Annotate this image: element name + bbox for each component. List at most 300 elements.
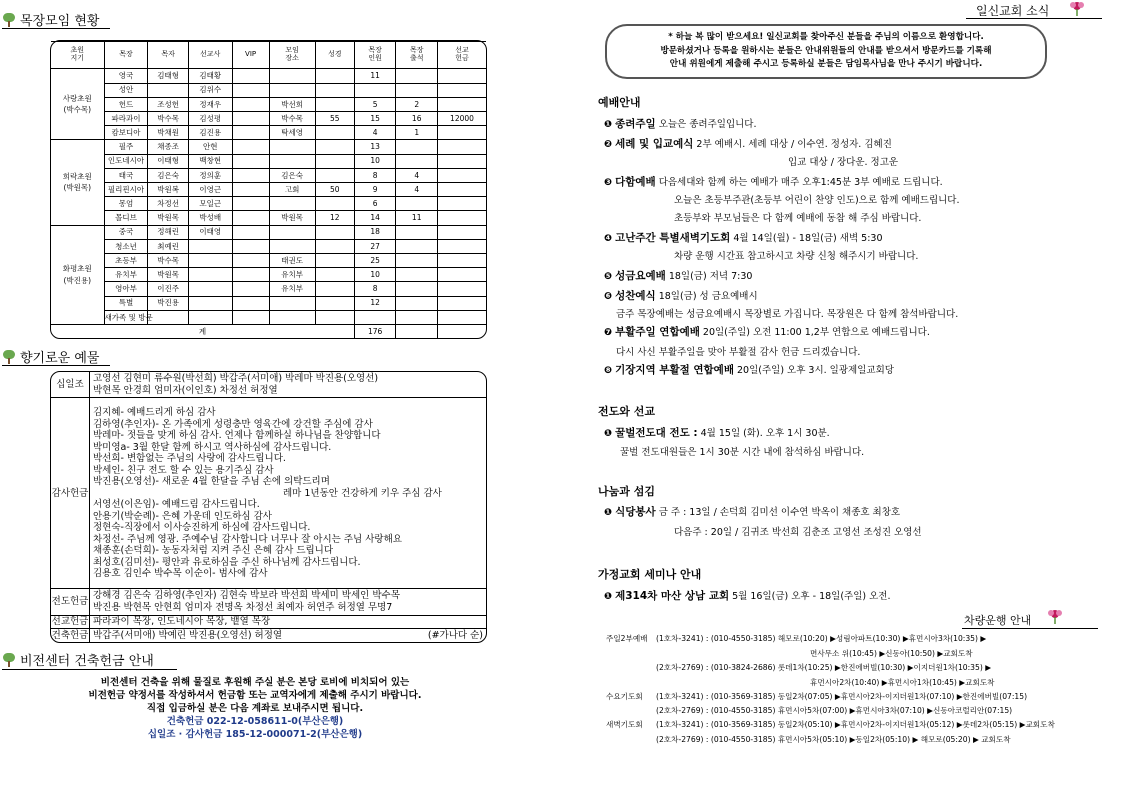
table-cell: 1 bbox=[396, 126, 438, 140]
offering-names bbox=[90, 372, 487, 398]
offering-line bbox=[93, 590, 483, 602]
vision-title-underline bbox=[2, 669, 177, 670]
item-title: 기장지역 부활절 연합예배 bbox=[615, 364, 734, 376]
table-cell: 영아부 bbox=[104, 282, 148, 296]
table-cell bbox=[437, 268, 486, 282]
offering-line bbox=[93, 630, 483, 642]
offering-line-text: 정현숙-직장에서 이사승진하게 하심에 감사드립니다. bbox=[93, 522, 311, 533]
offering-line-text: 김용호 김인수 박수목 이순이- 범사에 감사 bbox=[93, 568, 268, 579]
table-cell bbox=[437, 97, 486, 111]
table-cell bbox=[396, 225, 438, 239]
table-row bbox=[51, 211, 486, 225]
car-route-text: (1호차-3241) : (010-3569-3185) 동일2차(05:10) ▶휴먼시아2차-이지더원1차(05:12) ▶롯데2차(05:15) ▶교회도착 bbox=[656, 720, 1055, 729]
notice-item bbox=[604, 116, 757, 131]
table-cell: 박선희 bbox=[269, 97, 315, 111]
total-row bbox=[51, 325, 486, 338]
offering-line bbox=[93, 499, 483, 511]
table-cell bbox=[315, 140, 354, 154]
table-cell: 최예린 bbox=[148, 239, 188, 253]
vision-line: 직접 입금하실 분은 다음 계좌로 보내주시면 됩니다. bbox=[146, 703, 364, 714]
offering-line-text: 김지혜- 예배드리게 하심 감사 bbox=[93, 407, 216, 418]
offering-note: (#가나다 순) bbox=[427, 629, 483, 641]
offering-line bbox=[93, 602, 483, 614]
table-cell: 백창현 bbox=[188, 154, 232, 168]
car-route-line bbox=[810, 677, 995, 688]
table-cell: 유치부 bbox=[104, 268, 148, 282]
notice-item bbox=[674, 524, 922, 538]
item-text: 4월 14일(월) - 18일(금) 새벽 5:30 bbox=[733, 233, 883, 244]
item-text: 금 주 : 13일 / 손덕희 김미선 이수연 박옥이 채종호 최창호 bbox=[658, 507, 901, 518]
notice-item bbox=[604, 288, 758, 303]
offering-line-text: 박진용 박현목 안현희 엄미자 전명옥 차정선 최예자 허연주 허정열 무명7 bbox=[93, 601, 393, 613]
table-cell bbox=[315, 168, 354, 182]
column-header: 모임 장소 bbox=[269, 42, 315, 69]
item-text: 금주 목장예배는 성금요예배시 목장별로 가집니다. 목장원은 다 함께 참석바랍니다. bbox=[616, 309, 959, 320]
table-cell: 채종조 bbox=[148, 140, 188, 154]
tithe-account: 십일조 · 감사헌금 185-12-000071-2(부산은행) bbox=[147, 729, 363, 740]
table-cell: 이영근 bbox=[188, 182, 232, 196]
table-cell bbox=[396, 268, 438, 282]
table-cell bbox=[437, 211, 486, 225]
item-text: 2부 예배시. 세례 대상 / 이수연. 정성자. 김혜진 bbox=[696, 139, 892, 150]
offering-label: 십일조 bbox=[51, 372, 90, 398]
offering-line bbox=[93, 407, 483, 419]
table-cell: 몰디브 bbox=[104, 211, 148, 225]
tree-icon bbox=[2, 653, 16, 667]
car-route-text: (1호차-3241) : (010-4550-3185) 해모로(10:20) ▶성림아파트(10:30) ▶휴먼시아3차(10:35) ▶ bbox=[656, 634, 987, 643]
header-title: 일신교회 소식 bbox=[976, 4, 1050, 18]
table-cell: 김은숙 bbox=[148, 168, 188, 182]
table-cell bbox=[437, 168, 486, 182]
item-text: 초등부와 부모님들은 다 함께 예배에 동참 해 주심 바랍니다. bbox=[674, 213, 922, 224]
offering-line-text: 고영선 김현미 류수원(박선희) 박갑주(서미애) 박레마 박진용(오영선) bbox=[93, 373, 379, 385]
item-number: ❶ bbox=[604, 507, 613, 518]
section-name: 희락초원 bbox=[62, 171, 92, 181]
table-cell: 14 bbox=[354, 211, 396, 225]
car-route-line bbox=[606, 633, 986, 644]
table-cell: 4 bbox=[354, 126, 396, 140]
offering-title-text: 향기로운 예물 bbox=[20, 351, 100, 366]
notice-item bbox=[604, 425, 830, 440]
table-cell: 25 bbox=[354, 254, 396, 268]
table-cell bbox=[315, 97, 354, 111]
table-row bbox=[51, 182, 486, 196]
table-row bbox=[51, 254, 486, 268]
table-cell bbox=[269, 83, 315, 97]
offering-line-text: 박선희- 변함없는 주님의 사랑에 감사드립니다. bbox=[93, 453, 286, 464]
offering-line bbox=[93, 616, 483, 628]
table-cell: 이진주 bbox=[148, 282, 188, 296]
offering-names bbox=[90, 615, 487, 629]
car-route-text: (2호차-2769) : (010-4550-3185) 휴먼시아5차(07:00) ▶휴먼시아3차(07:10) ▶신동아코럴리안(07:15) bbox=[656, 706, 1013, 715]
item-text: 다음주 : 20일 / 김귀조 박선희 김춘조 고영선 조성진 오영선 bbox=[674, 527, 922, 538]
table-cell: 특별 bbox=[104, 296, 148, 310]
table-cell bbox=[396, 197, 438, 211]
table-cell: 박원목 bbox=[148, 211, 188, 225]
car-route-line bbox=[606, 734, 1011, 745]
table-cell: 정재우 bbox=[188, 97, 232, 111]
vision-section-title bbox=[2, 650, 154, 669]
table-cell: 차정선 bbox=[148, 197, 188, 211]
table-row bbox=[51, 282, 486, 296]
table-cell bbox=[437, 225, 486, 239]
share-heading: 나눔과 섬김 bbox=[598, 485, 655, 498]
car-route-text: 휴먼시아2차(10:40) ▶휴먼시아1차(10:45) ▶교회도착 bbox=[810, 678, 995, 687]
item-title: 부활주일 연합예배 bbox=[615, 326, 700, 338]
table-cell bbox=[315, 83, 354, 97]
mission-heading: 전도와 선교 bbox=[598, 405, 655, 418]
group-title-text: 목장모임 현황 bbox=[20, 14, 100, 29]
table-cell bbox=[315, 197, 354, 211]
section-name: 화평초원 bbox=[62, 264, 92, 274]
group-section-title bbox=[2, 10, 99, 29]
item-text: 20일(주일) 오전 11:00 1,2부 연합으로 예배드립니다. bbox=[702, 327, 930, 338]
table-cell bbox=[232, 268, 269, 282]
table-row bbox=[51, 154, 486, 168]
table-cell: 박수목 bbox=[148, 111, 188, 125]
offering-line bbox=[93, 373, 483, 385]
car-service-label: 수요기도회 bbox=[606, 692, 643, 701]
table-cell: 13 bbox=[354, 140, 396, 154]
table-cell bbox=[188, 239, 232, 253]
table-cell: 태권도 bbox=[269, 254, 315, 268]
notice-item bbox=[604, 174, 943, 189]
offering-line bbox=[93, 476, 483, 488]
table-cell bbox=[315, 254, 354, 268]
car-route-line bbox=[810, 648, 973, 659]
seminar-heading: 가정교회 세미나 안내 bbox=[598, 568, 702, 581]
table-cell bbox=[269, 296, 315, 310]
column-header: 목장 출석 bbox=[396, 42, 438, 69]
table-cell: 4 bbox=[396, 182, 438, 196]
offering-row bbox=[51, 398, 486, 589]
offering-line-text: 레마 1년동안 건강하게 키우 주심 감사 bbox=[283, 487, 442, 499]
table-cell: 이태영 bbox=[188, 225, 232, 239]
table-cell bbox=[437, 154, 486, 168]
car-route-text: (2호차-2769) : (010-3824-2686) 롯데1차(10:25) ▶한진에버빌(10:30) ▶이지더원1차(10:35) ▶ bbox=[656, 663, 992, 672]
table-cell: 필리핀시아 bbox=[104, 182, 148, 196]
item-title: 다함예배 bbox=[615, 176, 656, 188]
table-cell bbox=[148, 83, 188, 97]
offering-line bbox=[93, 453, 483, 465]
table-cell bbox=[354, 310, 396, 324]
car-title-underline bbox=[962, 628, 1098, 629]
section-name: 사랑초원 bbox=[62, 93, 92, 103]
item-text: 오늘은 초등부주관(초등부 어린이 찬양 인도)으로 함께 예배드립니다. bbox=[674, 195, 960, 206]
table-cell: 성안 bbox=[104, 83, 148, 97]
notice-item bbox=[788, 154, 898, 168]
item-number: ❷ bbox=[604, 139, 613, 150]
table-cell bbox=[188, 282, 232, 296]
notice-item bbox=[620, 444, 864, 458]
table-cell: 캄보디아 bbox=[104, 126, 148, 140]
table-cell: 김태형 bbox=[148, 69, 188, 83]
welcome-notice bbox=[605, 24, 1047, 79]
item-text: 5월 16일(금) 오후 - 18일(주일) 오전. bbox=[732, 591, 891, 602]
table-cell: 50 bbox=[315, 182, 354, 196]
table-cell: 박원목 bbox=[269, 211, 315, 225]
table-cell bbox=[232, 254, 269, 268]
car-route-line bbox=[606, 705, 1012, 716]
table-cell: 인도네시아 bbox=[104, 154, 148, 168]
offering-line bbox=[93, 465, 483, 477]
table-cell: 청소년 bbox=[104, 239, 148, 253]
section-name-cell bbox=[51, 69, 104, 140]
table-cell bbox=[232, 140, 269, 154]
total-value: 176 bbox=[354, 325, 396, 338]
table-cell: 박성배 bbox=[188, 211, 232, 225]
vision-title-text: 비전센터 건축헌금 안내 bbox=[20, 654, 154, 669]
table-cell bbox=[396, 154, 438, 168]
offering-line bbox=[93, 557, 483, 569]
offering-line-text: 박세인- 친구 전도 할 수 있는 용기주심 감사 bbox=[93, 464, 274, 476]
table-cell: 김진용 bbox=[188, 126, 232, 140]
table-cell bbox=[437, 140, 486, 154]
table-cell: 5 bbox=[354, 97, 396, 111]
table-cell bbox=[269, 140, 315, 154]
notice-line: 방문하셨거나 등록을 원하시는 분들은 안내위원들의 안내를 받으셔서 방문카드를 기록해 bbox=[660, 45, 992, 56]
table-cell bbox=[437, 182, 486, 196]
table-cell bbox=[269, 310, 315, 324]
table-cell bbox=[315, 126, 354, 140]
item-title: 제314차 마산 상남 교회 bbox=[615, 590, 730, 602]
table-cell: 12 bbox=[315, 211, 354, 225]
car-route-text: 면사무소 위(10:45) ▶신동아(10:50) ▶교회도착 bbox=[810, 649, 973, 658]
offering-label: 선교헌금 bbox=[51, 616, 89, 628]
offering-label: 건축헌금 bbox=[51, 629, 89, 641]
offering-label: 감사헌금 bbox=[51, 398, 90, 589]
table-cell: 11 bbox=[354, 69, 396, 83]
table-cell: 새가족 및 방문 bbox=[104, 310, 148, 324]
table-cell bbox=[396, 254, 438, 268]
table-cell: 9 bbox=[354, 182, 396, 196]
table-cell bbox=[232, 69, 269, 83]
car-section-title: 차량운행 안내 bbox=[964, 614, 1032, 627]
table-cell bbox=[269, 239, 315, 253]
table-cell bbox=[232, 225, 269, 239]
table-cell bbox=[437, 282, 486, 296]
item-text: 18일(금) 성 금요예배시 bbox=[658, 291, 758, 302]
offering-line-text: 김하영(추인자)- 온 가족에게 성령충만 영육간에 강건할 주심에 감사 bbox=[93, 418, 373, 430]
table-cell bbox=[232, 126, 269, 140]
table-cell bbox=[437, 310, 486, 324]
flower-icon bbox=[1046, 608, 1064, 624]
table-cell bbox=[148, 310, 188, 324]
offering-row bbox=[51, 615, 486, 629]
notice-item bbox=[604, 230, 883, 245]
flower-icon bbox=[1068, 0, 1086, 16]
offering-line-text: 파라과이 목장, 인도네시아 목장, 뱉열 목장 bbox=[93, 616, 271, 628]
table-cell bbox=[315, 154, 354, 168]
table-cell bbox=[315, 268, 354, 282]
offering-line-text: 차정선- 주님께 영광. 주예수님 감사합니다 너무나 잘 아시는 주님 사랑해요 bbox=[93, 533, 402, 545]
table-cell bbox=[232, 197, 269, 211]
table-cell: 박원복 bbox=[148, 182, 188, 196]
column-header: 목장 bbox=[104, 42, 148, 69]
table-cell bbox=[315, 282, 354, 296]
table-cell: 15 bbox=[354, 111, 396, 125]
notice-item bbox=[674, 210, 921, 224]
table-row bbox=[51, 97, 486, 111]
table-cell bbox=[232, 282, 269, 296]
offering-line-text: 박갑주(서미애) 박예린 박진용(오영선) 허정열 bbox=[93, 629, 283, 641]
notice-item bbox=[604, 268, 752, 283]
item-title: 꿀벌전도대 전도 : bbox=[615, 427, 698, 439]
table-cell: 김은숙 bbox=[269, 168, 315, 182]
offering-line-text: 서영선(이은임)- 예배드림 감사드립니다. bbox=[93, 499, 260, 510]
table-cell: 안현 bbox=[188, 140, 232, 154]
car-route-line bbox=[606, 662, 991, 673]
offering-row bbox=[51, 589, 486, 615]
offering-label: 전도헌금 bbox=[51, 589, 90, 615]
offering-row bbox=[51, 372, 486, 398]
table-cell bbox=[396, 140, 438, 154]
offering-names bbox=[90, 589, 487, 615]
table-cell: 박수목 bbox=[148, 254, 188, 268]
offering-names bbox=[90, 629, 487, 642]
table-cell bbox=[437, 83, 486, 97]
table-cell bbox=[232, 239, 269, 253]
car-route-line bbox=[606, 719, 1055, 730]
offering-row bbox=[51, 629, 486, 642]
offering-table bbox=[50, 371, 487, 643]
table-cell: 모일근 bbox=[188, 197, 232, 211]
notice-item bbox=[604, 588, 891, 603]
table-cell bbox=[232, 83, 269, 97]
table-cell: 김성평 bbox=[188, 111, 232, 125]
offering-line-text: 최성호(김미선)- 평안과 유로하심을 주신 하나님께 감사드립니다. bbox=[93, 556, 361, 568]
table-cell: 55 bbox=[315, 111, 354, 125]
notice-item bbox=[616, 306, 958, 320]
table-cell bbox=[232, 154, 269, 168]
tree-icon bbox=[2, 350, 16, 364]
table-cell: 6 bbox=[354, 197, 396, 211]
table-cell: 18 bbox=[354, 225, 396, 239]
building-account: 건축헌금 022-12-058611-0(부산은행) bbox=[166, 716, 344, 727]
table-cell: 김태황 bbox=[188, 69, 232, 83]
item-title: 종려주일 bbox=[615, 118, 656, 130]
table-cell: 몽엄 bbox=[104, 197, 148, 211]
table-cell: 10 bbox=[354, 154, 396, 168]
offering-line-text: 강해경 김은숙 김하영(추인자) 김현숙 박보라 박선희 박세미 박세인 박수목 bbox=[93, 590, 400, 602]
column-header: 선교사 bbox=[188, 42, 232, 69]
column-header: VIP bbox=[232, 42, 269, 69]
table-cell bbox=[315, 69, 354, 83]
table-cell: 4 bbox=[396, 168, 438, 182]
table-cell: 박진용 bbox=[148, 296, 188, 310]
table-cell: 2 bbox=[396, 97, 438, 111]
table-cell bbox=[188, 254, 232, 268]
table-cell bbox=[188, 310, 232, 324]
table-row bbox=[51, 296, 486, 310]
offering-line bbox=[93, 430, 483, 442]
table-row bbox=[51, 239, 486, 253]
table-cell bbox=[269, 69, 315, 83]
table-cell: 중국 bbox=[104, 225, 148, 239]
table-cell: 8 bbox=[354, 282, 396, 296]
table-cell bbox=[354, 83, 396, 97]
item-number: ❻ bbox=[604, 291, 613, 302]
offering-line-text: 박현목 안경희 엄미자(이인호) 차정선 허정열 bbox=[93, 384, 278, 396]
offering-line-text: 박미영a- 3월 한달 함께 하시고 역사하심에 감사드립니다. bbox=[93, 441, 332, 453]
table-cell bbox=[396, 325, 438, 338]
table-cell bbox=[188, 296, 232, 310]
car-service-label: 새벽기도회 bbox=[606, 720, 643, 729]
table-row bbox=[51, 83, 486, 97]
table-cell: 12000 bbox=[437, 111, 486, 125]
table-cell: 초등부 bbox=[104, 254, 148, 268]
table-cell bbox=[315, 225, 354, 239]
table-cell bbox=[232, 97, 269, 111]
notice-line: * 하늘 복 많이 받으세요! 일신교회를 찾아주신 분들을 주님의 이름으로 환영합니다. bbox=[668, 32, 984, 42]
group-status-table bbox=[50, 40, 487, 339]
offering-line bbox=[93, 522, 483, 534]
table-cell: 16 bbox=[396, 111, 438, 125]
table-row bbox=[51, 168, 486, 182]
offering-line bbox=[93, 385, 483, 397]
table-row bbox=[51, 111, 486, 125]
vision-notice bbox=[40, 676, 470, 741]
offering-line bbox=[93, 545, 483, 557]
car-route-text: (2호차-2769) : (010-4550-3185) 휴먼시아5차(05:10) ▶동일2차(05:10) ▶ 해모로(05:20) ▶ 교회도착 bbox=[656, 735, 1011, 744]
table-cell bbox=[315, 310, 354, 324]
notice-item bbox=[604, 324, 930, 339]
notice-line: 안내 위원에게 제출해 주시고 등록하실 분들은 담임목사님을 만나 주시기 바랍니다. bbox=[669, 59, 983, 69]
table-cell: 박채원 bbox=[148, 126, 188, 140]
table-cell bbox=[269, 225, 315, 239]
worship-heading: 예배안내 bbox=[598, 96, 641, 109]
notice-item bbox=[674, 248, 918, 262]
offering-line bbox=[93, 568, 483, 580]
table-cell bbox=[232, 168, 269, 182]
vision-line: 비전헌금 약정서를 작성하셔서 헌금함 또는 교역자에게 제출해 주시기 바랍니다. bbox=[88, 690, 422, 701]
table-cell bbox=[232, 211, 269, 225]
notice-item bbox=[604, 504, 900, 519]
table-cell: 파라과이 bbox=[104, 111, 148, 125]
notice-item bbox=[616, 344, 860, 358]
table-row bbox=[51, 69, 486, 83]
item-text: 입교 대상 / 장다운. 정고운 bbox=[788, 157, 899, 168]
table-cell: 영국 bbox=[104, 69, 148, 83]
item-text: 차량 운행 시간표 참고하시고 차량 신청 해주시기 바랍니다. bbox=[674, 251, 919, 262]
total-label: 계 bbox=[51, 325, 354, 338]
offering-section-title bbox=[2, 347, 99, 366]
notice-item bbox=[674, 192, 960, 206]
table-cell bbox=[269, 197, 315, 211]
notice-item bbox=[604, 362, 894, 377]
vision-line: 비전센터 건축을 위해 물질로 후원해 주실 분은 본당 로비에 비치되어 있는 bbox=[100, 677, 410, 688]
table-header-row bbox=[51, 42, 486, 69]
table-cell bbox=[437, 126, 486, 140]
table-cell: 정해린 bbox=[148, 225, 188, 239]
table-cell bbox=[232, 310, 269, 324]
table-cell: 11 bbox=[396, 211, 438, 225]
table-row bbox=[51, 126, 486, 140]
offering-line bbox=[93, 419, 483, 431]
offering-line-text: 안용기(박순례)- 은혜 가운데 인도하심 감사 bbox=[93, 510, 272, 522]
table-cell bbox=[315, 296, 354, 310]
table-cell: 27 bbox=[354, 239, 396, 253]
table-cell bbox=[269, 154, 315, 168]
table-cell: 고회 bbox=[269, 182, 315, 196]
item-title: 성금요예배 bbox=[615, 270, 666, 282]
table-cell bbox=[396, 282, 438, 296]
section-leader: (박진용) bbox=[63, 275, 92, 285]
item-text: 다음세대와 함께 하는 예배가 매주 오후1:45분 3부 예배로 드립니다. bbox=[658, 177, 943, 188]
group-title-underline bbox=[2, 28, 110, 29]
table-cell: 정의훈 bbox=[188, 168, 232, 182]
item-text: 오늘은 종려주일입니다. bbox=[658, 119, 757, 130]
